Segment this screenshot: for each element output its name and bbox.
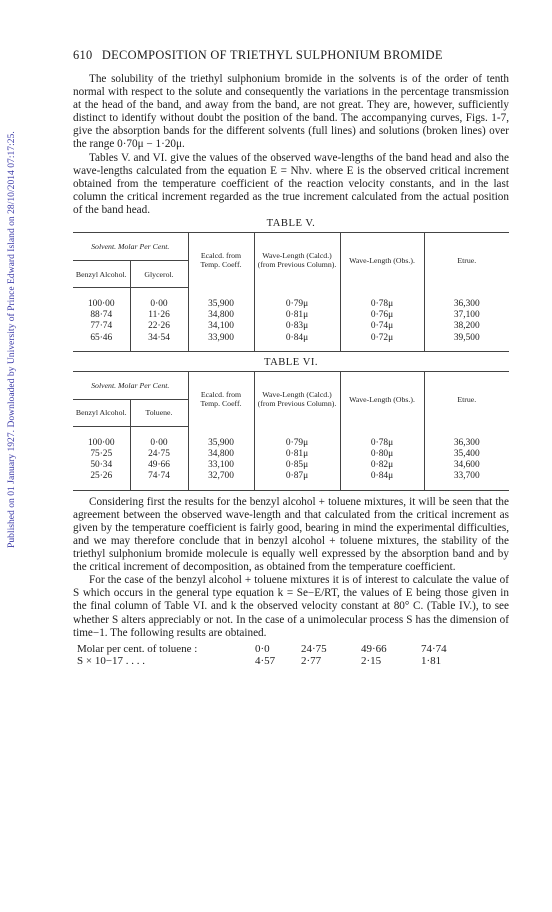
- table-cell: 24·75: [301, 642, 327, 655]
- table-cell: 77·74: [90, 321, 113, 332]
- table-cell: 36,300: [424, 288, 509, 311]
- table-cell: 22·26: [130, 321, 188, 332]
- table-cell: 0·83μ: [254, 321, 340, 332]
- table-row: [73, 426, 509, 449]
- table-header-cell: Wave-Length (Obs.).: [340, 233, 424, 288]
- table-header-cell: Glycerol.: [130, 261, 188, 288]
- table-cell: 33,700: [424, 471, 509, 490]
- table-cell: 0·00: [130, 426, 188, 449]
- table-vi: [73, 371, 509, 491]
- table-cell: 34·54: [130, 333, 188, 352]
- table-header-cell: Solvent. Molar Per Cent.: [73, 233, 188, 261]
- table-cell: 35,400: [424, 449, 509, 460]
- table-cell: 65·46: [73, 333, 130, 352]
- table-header-cell: Ecalcd. from Temp. Coeff.: [188, 371, 254, 426]
- table-cell: 32,700: [188, 471, 254, 490]
- table-cell: 0·81μ: [254, 449, 340, 460]
- table-cell: 33,900: [188, 333, 254, 352]
- table-header-cell: Benzyl Alcohol.: [73, 399, 130, 426]
- table-cell: 0·84μ: [254, 333, 340, 352]
- running-title: DECOMPOSITION OF TRIETHYL SULPHONIUM BROMIDE: [101, 48, 443, 62]
- table-cell: 0·72μ: [340, 333, 424, 352]
- table-row: [73, 460, 509, 471]
- table-cell: 35,900: [188, 288, 254, 311]
- table-cell: 0·85μ: [254, 460, 340, 471]
- table-cell: 49·66: [130, 460, 188, 471]
- table-cell: 0·80μ: [340, 449, 424, 460]
- table-cell: 33,100: [188, 460, 254, 471]
- page-number: 610: [73, 48, 93, 62]
- table-cell: 34,800: [188, 310, 254, 321]
- table-header-cell: Etrue.: [424, 371, 509, 426]
- table-row: [73, 310, 509, 321]
- table-cell: 1·81: [421, 655, 442, 668]
- table-cell: 0·79μ: [254, 288, 340, 311]
- table-cell: 0·87μ: [254, 471, 340, 490]
- table-cell: 24·75: [130, 449, 188, 460]
- table-row: [73, 449, 509, 460]
- table-cell: 36,300: [424, 426, 509, 449]
- table-header-cell: Wave-Length (Obs.).: [340, 371, 424, 426]
- table-cell: 2·77: [301, 655, 322, 668]
- paragraph-s-calculation: For the case of the benzyl alcohol + toluene mixtures it is of interest to calculate the value of S which occurs in the general type equation k = Se−E/RT, the values of E being those given in the final column of Table VI. and k the observed velocity constant at 80° C. (Table IV.), to see whether S alters appreciably or not. In the case of a unimolecular process S has the dimension of time−1. The following results are obtained.: [73, 574, 509, 639]
- table-cell: 49·66: [361, 642, 387, 655]
- table-cell: 75·25: [90, 449, 113, 460]
- table-cell: 34,100: [188, 321, 254, 332]
- page-body: [73, 48, 509, 668]
- table-header-cell: Ecalcd. from Temp. Coeff.: [188, 233, 254, 288]
- table-cell: 0·81μ: [254, 310, 340, 321]
- table-cell: 0·00: [130, 288, 188, 311]
- paragraph-solubility: The solubility of the triethyl sulphonium bromide in the solvents is of the order of tenth normal with respect to the solute and consequently the variations in the percentage transmission at the head of the band, and away from the band, are not great. They are, however, sufficiently distinct to identify without doubt the position of the band. The accompanying curves, Figs. 1-7, give the absorption bands for the different solvents (full lines) and solutions (broken lines) over the range 0·70μ − 1·20μ.: [73, 73, 509, 151]
- table-row: [73, 321, 509, 332]
- table-row: [73, 333, 509, 352]
- table-cell: 0·78μ: [340, 426, 424, 449]
- table-cell: 74·74: [130, 471, 188, 490]
- table-header-cell: Wave-Length (Calcd.) (from Previous Column).: [254, 233, 340, 288]
- paragraph-discussion: Considering first the results for the benzyl alcohol + toluene mixtures, it will be seen that the agreement between the observed wave-length and that calculated from the critical increment as given by the temperature coefficient is fairly good, bearing in mind the experimental difficulties, and we may therefore conclude that in benzyl alcohol + toluene mixtures, the stability of the triethyl sulphonium bromide molecule is equally well expressed by the absorption band and by the critical increment of decomposition, as obtained from the temperature coefficient.: [73, 495, 509, 574]
- table-cell: 100·00: [87, 437, 115, 448]
- table-cell: 2·15: [361, 655, 382, 668]
- table-cell: 88·74: [90, 310, 113, 321]
- table-row: [73, 288, 509, 311]
- table-cell: 39,500: [424, 333, 509, 352]
- table-cell: 35,900: [188, 426, 254, 449]
- table-cell: 25·26: [73, 471, 130, 490]
- running-head: [73, 48, 509, 63]
- table-cell: 4·57: [255, 655, 276, 668]
- row-label: S × 10−17 . . . .: [77, 655, 146, 668]
- table-cell: 0·74μ: [340, 321, 424, 332]
- table-cell: 37,100: [424, 310, 509, 321]
- table-v: [73, 232, 509, 352]
- table-header-cell: Solvent. Molar Per Cent.: [73, 371, 188, 399]
- table-cell: 0·78μ: [340, 288, 424, 311]
- table-row: [77, 643, 481, 656]
- publication-notice-sidebar: Published on 01 January 1927. Downloaded by University of Prince Edward Island on 28/10/2014 07:17:25.: [6, 131, 17, 549]
- table-header-cell: Benzyl Alcohol.: [73, 261, 130, 288]
- table-cell: 11·26: [130, 310, 188, 321]
- row-label: Molar per cent. of toluene :: [77, 642, 198, 655]
- table-row: [77, 655, 481, 668]
- table-cell: 0·82μ: [340, 460, 424, 471]
- table-cell: 50·34: [90, 460, 113, 471]
- table-cell: 0·84μ: [340, 471, 424, 490]
- table-row: [73, 471, 509, 490]
- table-header-cell: Wave-Length (Calcd.) (from Previous Column).: [254, 371, 340, 426]
- table-cell: 74·74: [421, 642, 447, 655]
- table-cell: 0·79μ: [254, 426, 340, 449]
- table-cell: 38,200: [424, 321, 509, 332]
- table-header-cell: Etrue.: [424, 233, 509, 288]
- results-table: [77, 643, 481, 669]
- table-v-title: TABLE V.: [266, 218, 316, 230]
- table-cell: 34,600: [424, 460, 509, 471]
- paragraph-tables-intro: Tables V. and VI. give the values of the observed wave-lengths of the band head and also the wave-lengths calculated from the equation E = Nhν. where E is the observed critical increment obtained from the temperature coefficient of the reaction velocity constants, and in the last column the critical increment regarded as the true increment calculated from the actual position of the band head.: [73, 151, 509, 216]
- table-header-cell: Toluene.: [130, 399, 188, 426]
- table-cell: 34,800: [188, 449, 254, 460]
- table-cell: 100·00: [87, 299, 115, 310]
- table-vi-title: TABLE VI.: [263, 356, 319, 368]
- table-cell: 0·76μ: [340, 310, 424, 321]
- table-cell: 0·0: [255, 642, 270, 655]
